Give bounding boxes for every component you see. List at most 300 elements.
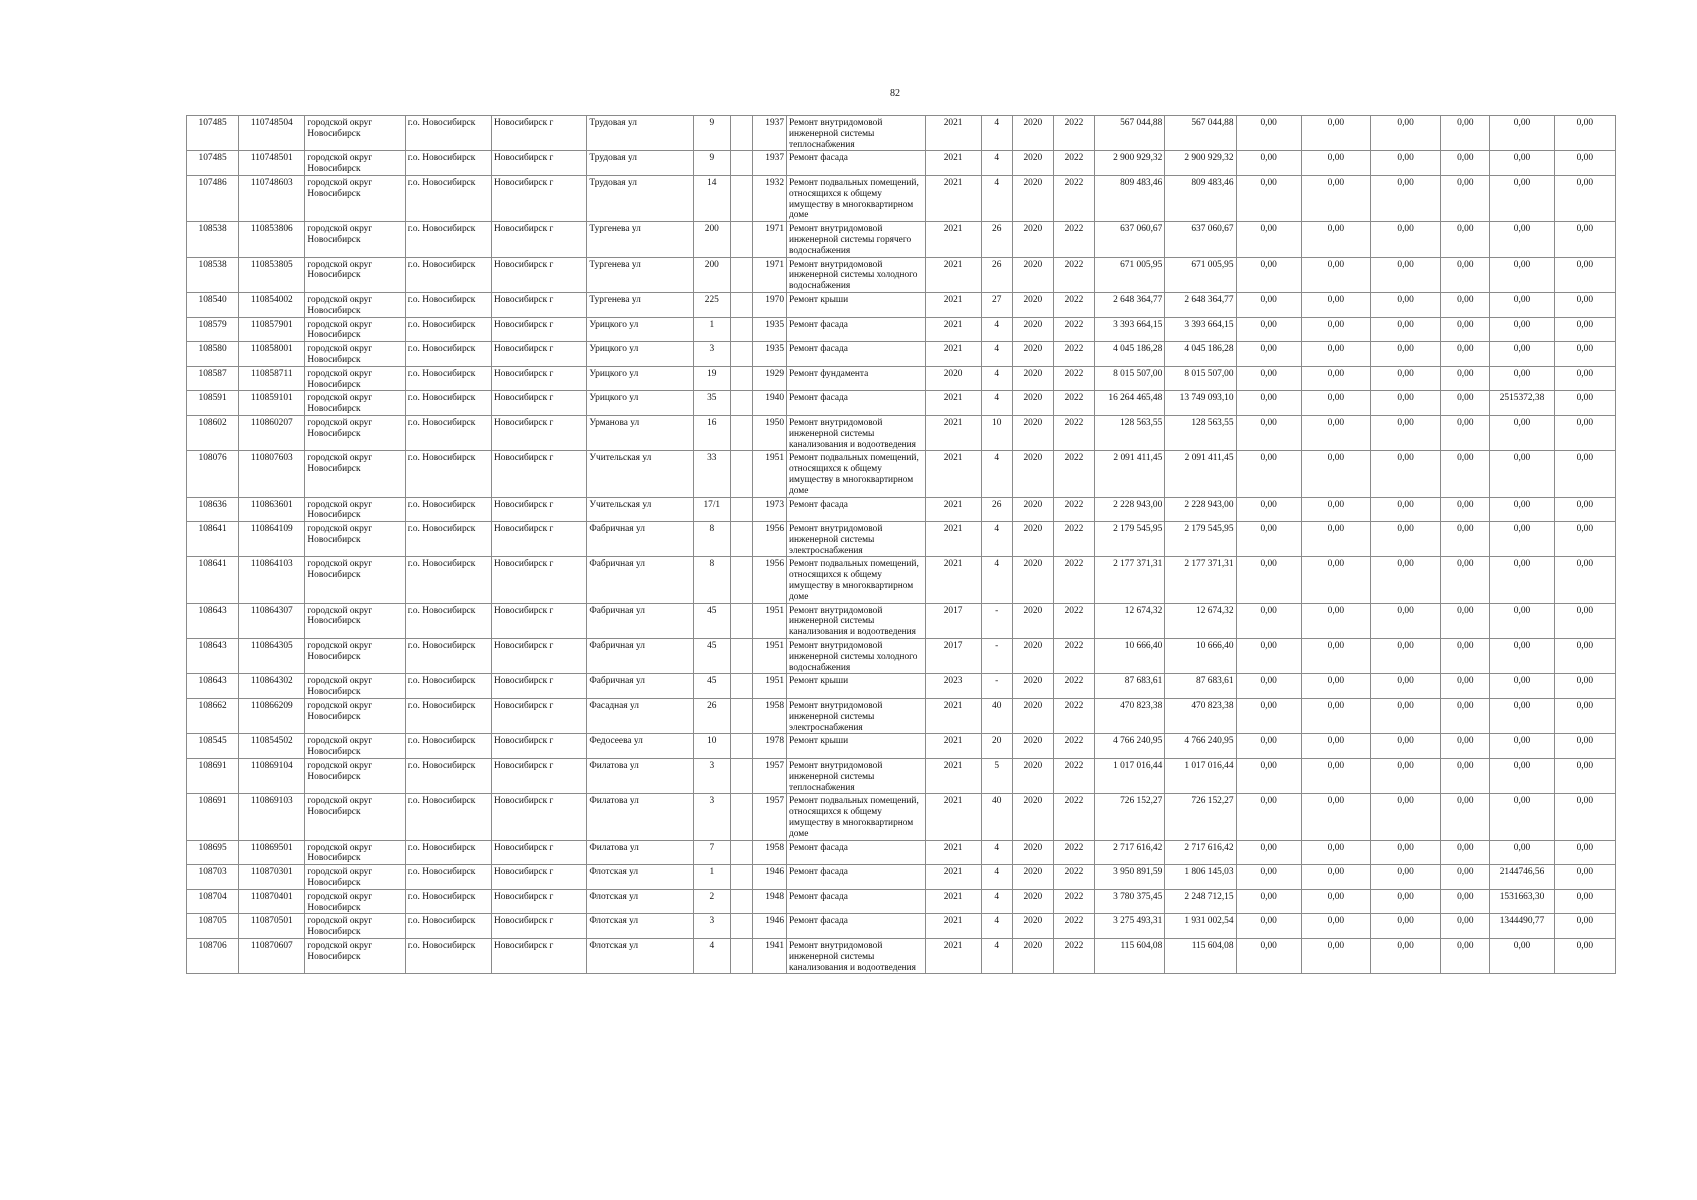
value-3-cell: 0,00 <box>1370 497 1440 522</box>
count-cell: 26 <box>981 257 1012 292</box>
value-1-cell: 0,00 <box>1236 674 1301 699</box>
row-id-cell: 108641 <box>187 557 239 603</box>
house-number-cell: 19 <box>693 366 730 391</box>
city-cell: Новосибирск г <box>492 639 587 674</box>
street-cell: Учительская ул <box>587 497 693 522</box>
period-from-cell: 2020 <box>1012 639 1053 674</box>
value-5-cell: 0,00 <box>1490 257 1554 292</box>
plan-year-cell: 2021 <box>925 794 981 840</box>
build-year-cell: 1973 <box>752 497 786 522</box>
count-cell: 4 <box>981 522 1012 557</box>
house-number-cell: 17/1 <box>693 497 730 522</box>
extra-cell <box>730 415 752 450</box>
build-year-cell: 1946 <box>752 914 786 939</box>
row-id-cell: 108545 <box>187 734 239 759</box>
fund-cost-cell: 671 005,95 <box>1165 257 1236 292</box>
count-cell: 4 <box>981 175 1012 221</box>
value-4-cell: 0,00 <box>1441 938 1490 973</box>
build-year-cell: 1935 <box>752 317 786 342</box>
value-2-cell: 0,00 <box>1301 699 1370 734</box>
value-1-cell: 0,00 <box>1236 497 1301 522</box>
plan-year-cell: 2021 <box>925 415 981 450</box>
work-type-cell: Ремонт фасада <box>787 497 925 522</box>
plan-year-cell: 2021 <box>925 175 981 221</box>
period-from-cell: 2020 <box>1012 342 1053 367</box>
value-4-cell: 0,00 <box>1441 557 1490 603</box>
count-cell: 4 <box>981 451 1012 497</box>
fund-cost-cell: 726 152,27 <box>1165 794 1236 840</box>
period-to-cell: 2022 <box>1053 317 1094 342</box>
period-to-cell: 2022 <box>1053 914 1094 939</box>
value-6-cell: 0,00 <box>1554 889 1615 914</box>
plan-year-cell: 2021 <box>925 865 981 890</box>
municipality-cell: городской округ Новосибирск <box>305 603 405 638</box>
count-cell: 4 <box>981 366 1012 391</box>
value-5-cell: 0,00 <box>1490 342 1554 367</box>
count-cell: - <box>981 639 1012 674</box>
value-1-cell: 0,00 <box>1236 151 1301 176</box>
value-2-cell: 0,00 <box>1301 759 1370 794</box>
period-to-cell: 2022 <box>1053 699 1094 734</box>
okrug-cell: г.о. Новосибирск <box>405 759 491 794</box>
value-2-cell: 0,00 <box>1301 415 1370 450</box>
value-6-cell: 0,00 <box>1554 151 1615 176</box>
okrug-cell: г.о. Новосибирск <box>405 674 491 699</box>
period-from-cell: 2020 <box>1012 415 1053 450</box>
value-4-cell: 0,00 <box>1441 415 1490 450</box>
street-cell: Урицкого ул <box>587 317 693 342</box>
street-cell: Фасадная ул <box>587 699 693 734</box>
row-id-cell: 108076 <box>187 451 239 497</box>
value-3-cell: 0,00 <box>1370 366 1440 391</box>
work-code-cell: 110869104 <box>239 759 305 794</box>
period-from-cell: 2020 <box>1012 938 1053 973</box>
table-row <box>187 292 1616 317</box>
value-5-cell: 0,00 <box>1490 415 1554 450</box>
period-from-cell: 2020 <box>1012 557 1053 603</box>
street-cell: Филатова ул <box>587 840 693 865</box>
build-year-cell: 1971 <box>752 257 786 292</box>
table-row <box>187 759 1616 794</box>
table-row <box>187 840 1616 865</box>
extra-cell <box>730 865 752 890</box>
value-3-cell: 0,00 <box>1370 522 1440 557</box>
city-cell: Новосибирск г <box>492 674 587 699</box>
period-to-cell: 2022 <box>1053 451 1094 497</box>
value-3-cell: 0,00 <box>1370 734 1440 759</box>
street-cell: Урманова ул <box>587 415 693 450</box>
value-3-cell: 0,00 <box>1370 699 1440 734</box>
table-row <box>187 734 1616 759</box>
municipality-cell: городской округ Новосибирск <box>305 914 405 939</box>
value-2-cell: 0,00 <box>1301 522 1370 557</box>
plan-year-cell: 2020 <box>925 366 981 391</box>
value-2-cell: 0,00 <box>1301 603 1370 638</box>
street-cell: Фабричная ул <box>587 603 693 638</box>
house-number-cell: 45 <box>693 639 730 674</box>
extra-cell <box>730 257 752 292</box>
value-1-cell: 0,00 <box>1236 603 1301 638</box>
value-6-cell: 0,00 <box>1554 116 1615 151</box>
value-3-cell: 0,00 <box>1370 222 1440 257</box>
plan-year-cell: 2021 <box>925 938 981 973</box>
period-from-cell: 2020 <box>1012 151 1053 176</box>
value-1-cell: 0,00 <box>1236 317 1301 342</box>
okrug-cell: г.о. Новосибирск <box>405 451 491 497</box>
work-code-cell: 110864302 <box>239 674 305 699</box>
value-5-cell: 0,00 <box>1490 938 1554 973</box>
okrug-cell: г.о. Новосибирск <box>405 151 491 176</box>
period-from-cell: 2020 <box>1012 865 1053 890</box>
street-cell: Флотская ул <box>587 889 693 914</box>
value-1-cell: 0,00 <box>1236 366 1301 391</box>
table-row <box>187 603 1616 638</box>
fund-cost-cell: 4 766 240,95 <box>1165 734 1236 759</box>
value-6-cell: 0,00 <box>1554 366 1615 391</box>
build-year-cell: 1937 <box>752 116 786 151</box>
extra-cell <box>730 674 752 699</box>
city-cell: Новосибирск г <box>492 257 587 292</box>
row-id-cell: 108580 <box>187 342 239 367</box>
build-year-cell: 1951 <box>752 451 786 497</box>
street-cell: Фабричная ул <box>587 557 693 603</box>
table-row <box>187 391 1616 416</box>
value-5-cell: 0,00 <box>1490 557 1554 603</box>
value-3-cell: 0,00 <box>1370 794 1440 840</box>
value-2-cell: 0,00 <box>1301 865 1370 890</box>
work-code-cell: 110870301 <box>239 865 305 890</box>
value-6-cell: 0,00 <box>1554 557 1615 603</box>
build-year-cell: 1929 <box>752 366 786 391</box>
city-cell: Новосибирск г <box>492 914 587 939</box>
period-from-cell: 2020 <box>1012 116 1053 151</box>
value-6-cell: 0,00 <box>1554 222 1615 257</box>
value-1-cell: 0,00 <box>1236 840 1301 865</box>
fund-cost-cell: 2 091 411,45 <box>1165 451 1236 497</box>
street-cell: Урицкого ул <box>587 342 693 367</box>
value-4-cell: 0,00 <box>1441 222 1490 257</box>
value-3-cell: 0,00 <box>1370 257 1440 292</box>
row-id-cell: 108704 <box>187 889 239 914</box>
total-cost-cell: 8 015 507,00 <box>1095 366 1165 391</box>
plan-year-cell: 2021 <box>925 699 981 734</box>
value-3-cell: 0,00 <box>1370 639 1440 674</box>
period-from-cell: 2020 <box>1012 292 1053 317</box>
city-cell: Новосибирск г <box>492 451 587 497</box>
extra-cell <box>730 840 752 865</box>
build-year-cell: 1958 <box>752 699 786 734</box>
work-code-cell: 110859101 <box>239 391 305 416</box>
value-5-cell: 0,00 <box>1490 674 1554 699</box>
fund-cost-cell: 8 015 507,00 <box>1165 366 1236 391</box>
value-2-cell: 0,00 <box>1301 639 1370 674</box>
extra-cell <box>730 292 752 317</box>
table-row <box>187 699 1616 734</box>
okrug-cell: г.о. Новосибирск <box>405 415 491 450</box>
value-1-cell: 0,00 <box>1236 734 1301 759</box>
value-4-cell: 0,00 <box>1441 734 1490 759</box>
build-year-cell: 1971 <box>752 222 786 257</box>
work-code-cell: 110863601 <box>239 497 305 522</box>
count-cell: 4 <box>981 317 1012 342</box>
build-year-cell: 1951 <box>752 603 786 638</box>
work-type-cell: Ремонт фундамента <box>787 366 925 391</box>
value-4-cell: 0,00 <box>1441 175 1490 221</box>
work-code-cell: 110870607 <box>239 938 305 973</box>
table-body <box>187 116 1616 974</box>
count-cell: 40 <box>981 699 1012 734</box>
plan-year-cell: 2021 <box>925 759 981 794</box>
count-cell: 4 <box>981 840 1012 865</box>
table-row <box>187 222 1616 257</box>
value-6-cell: 0,00 <box>1554 699 1615 734</box>
house-number-cell: 200 <box>693 222 730 257</box>
row-id-cell: 108705 <box>187 914 239 939</box>
row-id-cell: 108641 <box>187 522 239 557</box>
extra-cell <box>730 175 752 221</box>
work-type-cell: Ремонт фасада <box>787 840 925 865</box>
work-code-cell: 110866209 <box>239 699 305 734</box>
extra-cell <box>730 151 752 176</box>
extra-cell <box>730 557 752 603</box>
period-to-cell: 2022 <box>1053 639 1094 674</box>
extra-cell <box>730 699 752 734</box>
value-6-cell: 0,00 <box>1554 734 1615 759</box>
city-cell: Новосибирск г <box>492 222 587 257</box>
period-from-cell: 2020 <box>1012 175 1053 221</box>
city-cell: Новосибирск г <box>492 175 587 221</box>
municipality-cell: городской округ Новосибирск <box>305 794 405 840</box>
value-5-cell: 0,00 <box>1490 840 1554 865</box>
city-cell: Новосибирск г <box>492 415 587 450</box>
street-cell: Флотская ул <box>587 865 693 890</box>
extra-cell <box>730 522 752 557</box>
work-type-cell: Ремонт подвальных помещений, относящихся к общему имуществу в многоквартирном доме <box>787 794 925 840</box>
value-3-cell: 0,00 <box>1370 889 1440 914</box>
value-5-cell: 0,00 <box>1490 639 1554 674</box>
fund-cost-cell: 470 823,38 <box>1165 699 1236 734</box>
work-type-cell: Ремонт внутридомовой инженерной системы теплоснабжения <box>787 116 925 151</box>
value-4-cell: 0,00 <box>1441 674 1490 699</box>
work-code-cell: 110864305 <box>239 639 305 674</box>
fund-cost-cell: 87 683,61 <box>1165 674 1236 699</box>
value-1-cell: 0,00 <box>1236 415 1301 450</box>
extra-cell <box>730 759 752 794</box>
municipality-cell: городской округ Новосибирск <box>305 366 405 391</box>
period-to-cell: 2022 <box>1053 938 1094 973</box>
total-cost-cell: 4 766 240,95 <box>1095 734 1165 759</box>
value-5-cell: 0,00 <box>1490 603 1554 638</box>
municipality-cell: городской округ Новосибирск <box>305 889 405 914</box>
period-to-cell: 2022 <box>1053 674 1094 699</box>
row-id-cell: 108587 <box>187 366 239 391</box>
value-3-cell: 0,00 <box>1370 451 1440 497</box>
municipality-cell: городской округ Новосибирск <box>305 151 405 176</box>
work-code-cell: 110857901 <box>239 317 305 342</box>
value-5-cell: 0,00 <box>1490 151 1554 176</box>
value-6-cell: 0,00 <box>1554 342 1615 367</box>
house-number-cell: 9 <box>693 116 730 151</box>
value-2-cell: 0,00 <box>1301 292 1370 317</box>
value-1-cell: 0,00 <box>1236 222 1301 257</box>
work-type-cell: Ремонт подвальных помещений, относящихся к общему имуществу в многоквартирном доме <box>787 175 925 221</box>
build-year-cell: 1946 <box>752 865 786 890</box>
period-from-cell: 2020 <box>1012 451 1053 497</box>
extra-cell <box>730 889 752 914</box>
okrug-cell: г.о. Новосибирск <box>405 734 491 759</box>
value-1-cell: 0,00 <box>1236 342 1301 367</box>
extra-cell <box>730 116 752 151</box>
house-number-cell: 8 <box>693 557 730 603</box>
period-from-cell: 2020 <box>1012 914 1053 939</box>
total-cost-cell: 2 091 411,45 <box>1095 451 1165 497</box>
street-cell: Трудовая ул <box>587 151 693 176</box>
plan-year-cell: 2021 <box>925 292 981 317</box>
city-cell: Новосибирск г <box>492 522 587 557</box>
municipality-cell: городской округ Новосибирск <box>305 292 405 317</box>
period-to-cell: 2022 <box>1053 865 1094 890</box>
fund-cost-cell: 12 674,32 <box>1165 603 1236 638</box>
fund-cost-cell: 4 045 186,28 <box>1165 342 1236 367</box>
total-cost-cell: 12 674,32 <box>1095 603 1165 638</box>
house-number-cell: 8 <box>693 522 730 557</box>
value-3-cell: 0,00 <box>1370 391 1440 416</box>
build-year-cell: 1940 <box>752 391 786 416</box>
period-from-cell: 2020 <box>1012 889 1053 914</box>
row-id-cell: 108662 <box>187 699 239 734</box>
work-code-cell: 110864103 <box>239 557 305 603</box>
value-4-cell: 0,00 <box>1441 865 1490 890</box>
value-4-cell: 0,00 <box>1441 794 1490 840</box>
house-number-cell: 1 <box>693 317 730 342</box>
value-2-cell: 0,00 <box>1301 734 1370 759</box>
total-cost-cell: 3 780 375,45 <box>1095 889 1165 914</box>
table-row <box>187 366 1616 391</box>
work-code-cell: 110870501 <box>239 914 305 939</box>
value-2-cell: 0,00 <box>1301 794 1370 840</box>
value-3-cell: 0,00 <box>1370 116 1440 151</box>
work-code-cell: 110807603 <box>239 451 305 497</box>
work-code-cell: 110869501 <box>239 840 305 865</box>
municipality-cell: городской округ Новосибирск <box>305 391 405 416</box>
extra-cell <box>730 222 752 257</box>
work-type-cell: Ремонт крыши <box>787 734 925 759</box>
value-5-cell: 0,00 <box>1490 366 1554 391</box>
municipality-cell: городской округ Новосибирск <box>305 674 405 699</box>
count-cell: 4 <box>981 865 1012 890</box>
extra-cell <box>730 391 752 416</box>
street-cell: Учительская ул <box>587 451 693 497</box>
period-to-cell: 2022 <box>1053 889 1094 914</box>
value-3-cell: 0,00 <box>1370 865 1440 890</box>
total-cost-cell: 128 563,55 <box>1095 415 1165 450</box>
extra-cell <box>730 734 752 759</box>
house-number-cell: 4 <box>693 938 730 973</box>
okrug-cell: г.о. Новосибирск <box>405 257 491 292</box>
total-cost-cell: 2 228 943,00 <box>1095 497 1165 522</box>
value-6-cell: 0,00 <box>1554 497 1615 522</box>
count-cell: 4 <box>981 938 1012 973</box>
plan-year-cell: 2021 <box>925 522 981 557</box>
build-year-cell: 1935 <box>752 342 786 367</box>
okrug-cell: г.о. Новосибирск <box>405 840 491 865</box>
fund-cost-cell: 2 248 712,15 <box>1165 889 1236 914</box>
value-5-cell: 0,00 <box>1490 175 1554 221</box>
municipality-cell: городской округ Новосибирск <box>305 415 405 450</box>
value-6-cell: 0,00 <box>1554 257 1615 292</box>
table-row <box>187 317 1616 342</box>
city-cell: Новосибирск г <box>492 889 587 914</box>
city-cell: Новосибирск г <box>492 391 587 416</box>
extra-cell <box>730 366 752 391</box>
value-3-cell: 0,00 <box>1370 938 1440 973</box>
municipality-cell: городской округ Новосибирск <box>305 342 405 367</box>
row-id-cell: 108602 <box>187 415 239 450</box>
value-6-cell: 0,00 <box>1554 317 1615 342</box>
value-6-cell: 0,00 <box>1554 759 1615 794</box>
value-6-cell: 0,00 <box>1554 603 1615 638</box>
street-cell: Тургенева ул <box>587 222 693 257</box>
total-cost-cell: 10 666,40 <box>1095 639 1165 674</box>
work-code-cell: 110748504 <box>239 116 305 151</box>
municipality-cell: городской округ Новосибирск <box>305 865 405 890</box>
city-cell: Новосибирск г <box>492 151 587 176</box>
city-cell: Новосибирск г <box>492 865 587 890</box>
value-2-cell: 0,00 <box>1301 317 1370 342</box>
period-to-cell: 2022 <box>1053 342 1094 367</box>
row-id-cell: 108643 <box>187 639 239 674</box>
value-1-cell: 0,00 <box>1236 794 1301 840</box>
house-number-cell: 225 <box>693 292 730 317</box>
value-5-cell: 1531663,30 <box>1490 889 1554 914</box>
row-id-cell: 108706 <box>187 938 239 973</box>
okrug-cell: г.о. Новосибирск <box>405 366 491 391</box>
municipality-cell: городской округ Новосибирск <box>305 317 405 342</box>
total-cost-cell: 115 604,08 <box>1095 938 1165 973</box>
value-5-cell: 0,00 <box>1490 734 1554 759</box>
row-id-cell: 108538 <box>187 257 239 292</box>
table-row <box>187 674 1616 699</box>
house-number-cell: 26 <box>693 699 730 734</box>
count-cell: 5 <box>981 759 1012 794</box>
fund-cost-cell: 3 393 664,15 <box>1165 317 1236 342</box>
value-3-cell: 0,00 <box>1370 342 1440 367</box>
total-cost-cell: 2 177 371,31 <box>1095 557 1165 603</box>
period-to-cell: 2022 <box>1053 734 1094 759</box>
value-5-cell: 2144746,56 <box>1490 865 1554 890</box>
municipality-cell: городской округ Новосибирск <box>305 222 405 257</box>
value-3-cell: 0,00 <box>1370 840 1440 865</box>
period-from-cell: 2020 <box>1012 222 1053 257</box>
row-id-cell: 108695 <box>187 840 239 865</box>
capital-repair-table <box>186 115 1616 974</box>
value-4-cell: 0,00 <box>1441 151 1490 176</box>
house-number-cell: 3 <box>693 342 730 367</box>
build-year-cell: 1951 <box>752 639 786 674</box>
okrug-cell: г.о. Новосибирск <box>405 317 491 342</box>
value-2-cell: 0,00 <box>1301 391 1370 416</box>
count-cell: 4 <box>981 557 1012 603</box>
work-code-cell: 110860207 <box>239 415 305 450</box>
fund-cost-cell: 1 931 002,54 <box>1165 914 1236 939</box>
period-from-cell: 2020 <box>1012 257 1053 292</box>
period-to-cell: 2022 <box>1053 175 1094 221</box>
fund-cost-cell: 10 666,40 <box>1165 639 1236 674</box>
value-1-cell: 0,00 <box>1236 557 1301 603</box>
value-6-cell: 0,00 <box>1554 292 1615 317</box>
work-code-cell: 110854502 <box>239 734 305 759</box>
municipality-cell: городской округ Новосибирск <box>305 938 405 973</box>
